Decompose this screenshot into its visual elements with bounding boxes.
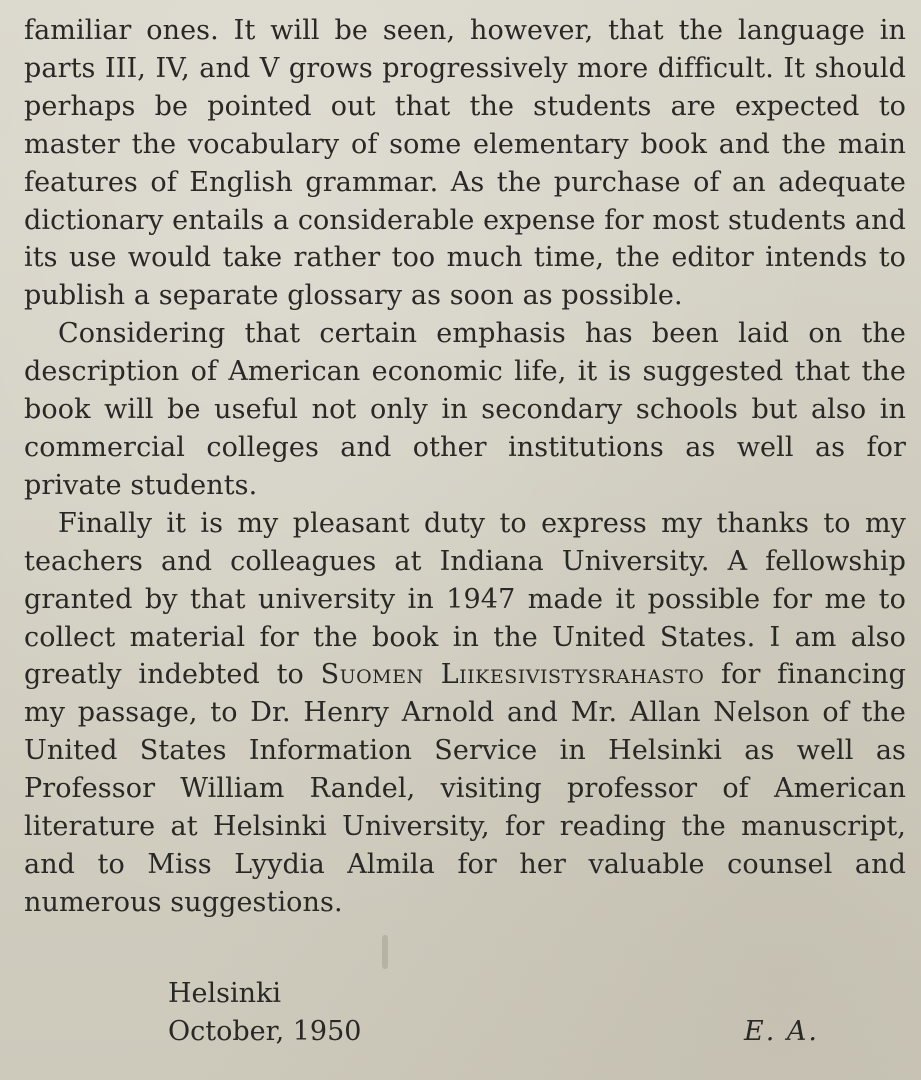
author-initials: E. A. — [744, 1016, 819, 1047]
paragraph-3-part-1: Finally it is my pleasant duty to express my thanks to my teachers and colleagues at Indiana University. A fellowship granted by that university in 1947 made it possible for me to collect material for the book in the United States. I am also greatly indebted to — [24, 507, 906, 691]
preface-text — [24, 12, 906, 922]
page-smudge — [382, 935, 388, 969]
signoff-block — [168, 975, 361, 1051]
signoff-date: October, 1950 — [168, 1015, 362, 1047]
paragraph-3 — [24, 505, 906, 922]
organization-name: Suomen Liikesivistysrahasto — [320, 659, 705, 691]
paragraph-2: Considering that certain emphasis has been laid on the description of American economic life, it is suggested that the book will be useful not only in secondary schools but also in commercial colleges and other institutions as well as for private students. — [24, 318, 906, 501]
paragraph-1: familiar ones. It will be seen, however, that the language in parts III, IV, and V grows progressively more difficult. It should perhaps be pointed out that the students are expected to master the vocabulary of some elementary book and the main features of English grammar. As the purchase of an adequate dictionary entails a considerable expense for most students and its use would take rather too much time, the editor intends to publish a separate glossary as soon as possible. — [24, 15, 906, 312]
signoff-place: Helsinki — [168, 978, 282, 1009]
paragraph-3-part-2: for financing my passage, to Dr. Henry Arnold and Mr. Allan Nelson of the United States Information Service in Helsinki as well as Professor William Randel, visiting professor of American literature at Helsinki University, for reading the manuscript, and to Miss Lyydia Almila for her valuable counsel and numerous suggestions. — [24, 659, 906, 918]
